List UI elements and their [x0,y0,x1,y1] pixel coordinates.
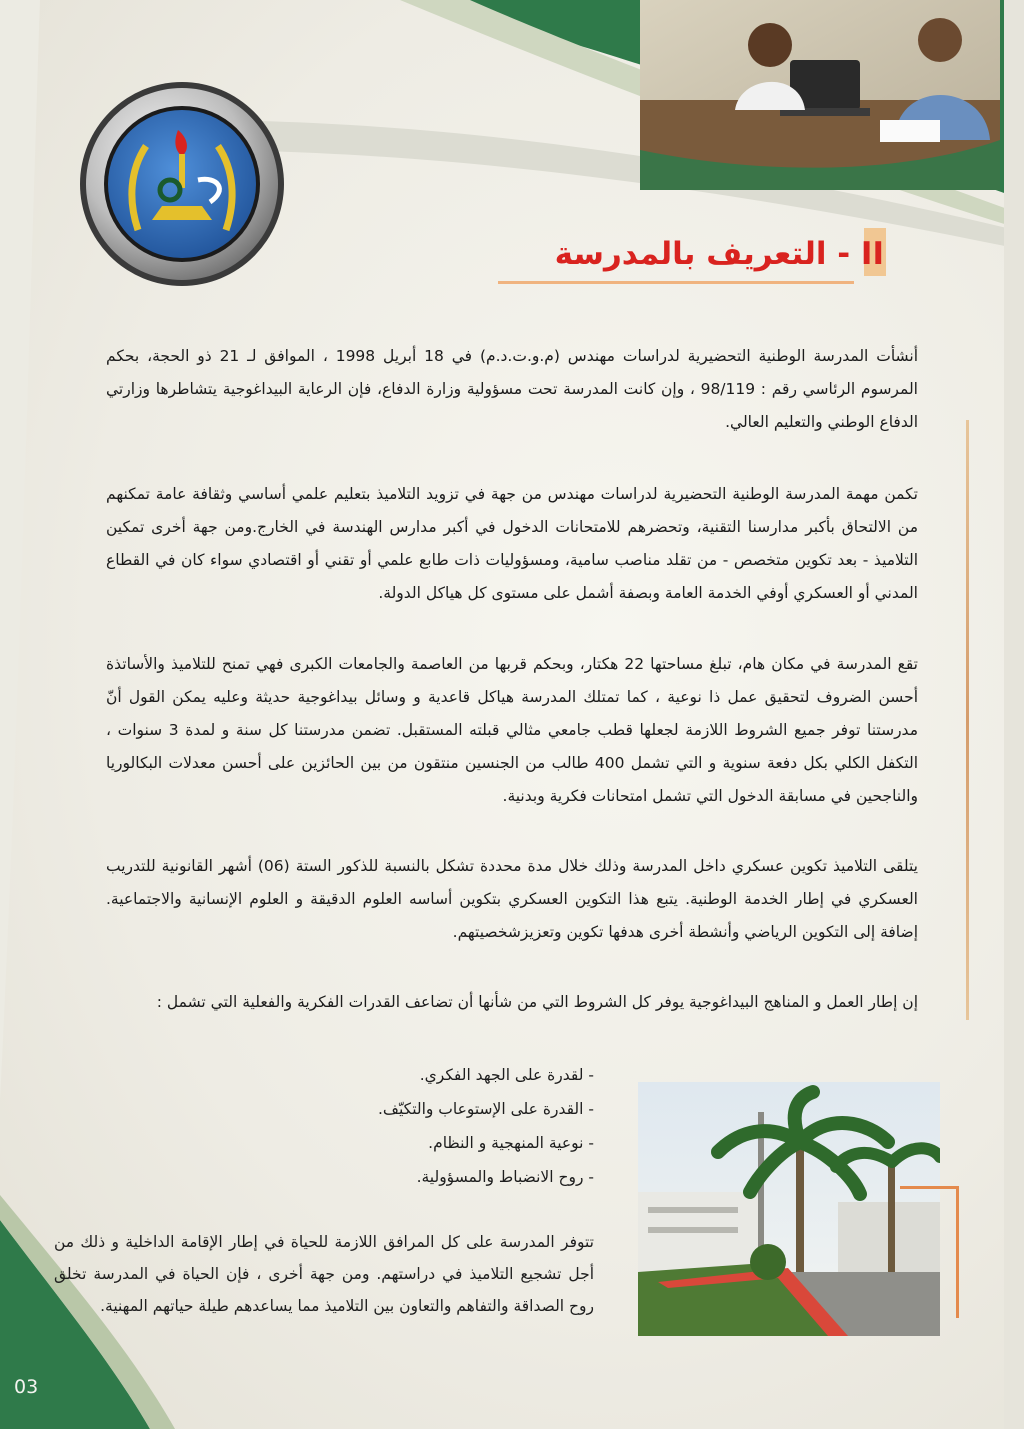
abilities-list [294,1058,594,1194]
section-title: II - التعريف بالمدرسة [554,236,884,272]
list-item: - روح الانضباط والمسؤولية. [294,1160,594,1194]
paragraph-framework: إن إطار العمل و المناهج البيداغوجية يوفر كل الشروط التي من شأنها أن تضاعف القدرات الفكرية والفعلية التي تشمل : [156,993,918,1011]
page-number: 03 [14,1376,39,1398]
list-item: - نوعية المنهجية و النظام. [294,1126,594,1160]
photo-frame-accent [900,1186,958,1189]
campus-palm-photo [638,1082,940,1336]
students-study-photo [640,0,1000,190]
paragraph-facilities: تتوفر المدرسة على كل المرافق اللازمة للحياة في إطار الإقامة الداخلية و ذلك من أجل تشجيع التلاميذ في دراستهم. ومن جهة أخرى ، فإن الحياة في المدرسة تخلق روح الصداقة والتفاهم والتعاون بين التلاميذ مما يساعدهم طيلة حياتهم المهنية. [54,1233,594,1315]
paragraph-mission: تكمن مهمة المدرسة الوطنية التحضيرية لدراسات مهندس من جهة في تزويد التلاميذ بتعليم علمي أساسي وثقافة عامة تمكنهم من الالتحاق بأكبر مدارسنا التقنية، وتحضرهم للامتحانات الدخول في أكبر مدارس الهندسة في الخارج.ومن جهة أخرى تمكين التلاميذ - بعد تكوين متخصص - من تقلد مناصب سامية، ومسؤوليات ذات طابع علمي أو تقني أو اقتصادي سواء كان في القطاع المدني أو العسكري أوفي الخدمة العامة وبصفة أشمل على مستوى كل هياكل الدولة. [106,485,918,602]
paragraph-founding: أنشأت المدرسة الوطنية التحضيرية لدراسات مهندس (م.و.ت.د.م) في 18 أبريل 1998 ، الموافق لـ 21 ذو الحجة، بحكم المرسوم الرئاسي رقم : 98/119 ، وإن كانت المدرسة تحت مسؤولية وزارة الدفاع، فإن الرعاية البيداغوجية يتشاطرها وزارتي الدفاع الوطني والتعليم العالي. [106,347,919,431]
school-emblem-icon [78,80,286,288]
list-item: - القدرة على الإستوعاب والتكيّف. [294,1092,594,1126]
paragraph-location: تقع المدرسة في مكان هام، تبلغ مساحتها 22 هكتار، وبحكم قربها من العاصمة والجامعات الكبرى فهي تمنح للتلاميذ والأساتذة أحسن الضروف لتحقيق عمل ذا نوعية ، كما تمتلك المدرسة هياكل قاعدية و وسائل بيداغوجية حديثة وعليه يمكن القول أنّ مدرستنا توفر جميع الشروط اللازمة لجعلها قطب جامعي مثالي قبلته المستقبل. تضمن مدرستنا كل سنة و لمدة 3 سنوات ، التكفل الكلي بكل دفعة سنوية و التي تشمل 400 طالب من الجنسين منتقون من بين الحائزين على أحسن معدلات البكالوريا والناجحين في مسابقة الدخول التي تشمل امتحانات فكرية وبدنية. [106,655,918,805]
side-decorative-rule [966,420,969,1020]
photo-frame-accent [956,1186,959,1318]
title-underline [498,281,854,284]
list-item: - لقدرة على الجهد الفكري. [294,1058,594,1092]
paragraph-military-training: يتلقى التلاميذ تكوين عسكري داخل المدرسة وذلك خلال مدة محددة تشكل بالنسبة للذكور الستة (06) أشهر القانونية للتدريب العسكري في إطار الخدمة الوطنية. يتبع هذا التكوين العسكري بتكوين أساسه العلوم الدقيقة و العلوم الإنسانية والاجتماعية. إضافة إلى التكوين الرياضي وأنشطة أخرى هدفها تكوين وتعزيزشخصيتهم. [106,857,918,941]
